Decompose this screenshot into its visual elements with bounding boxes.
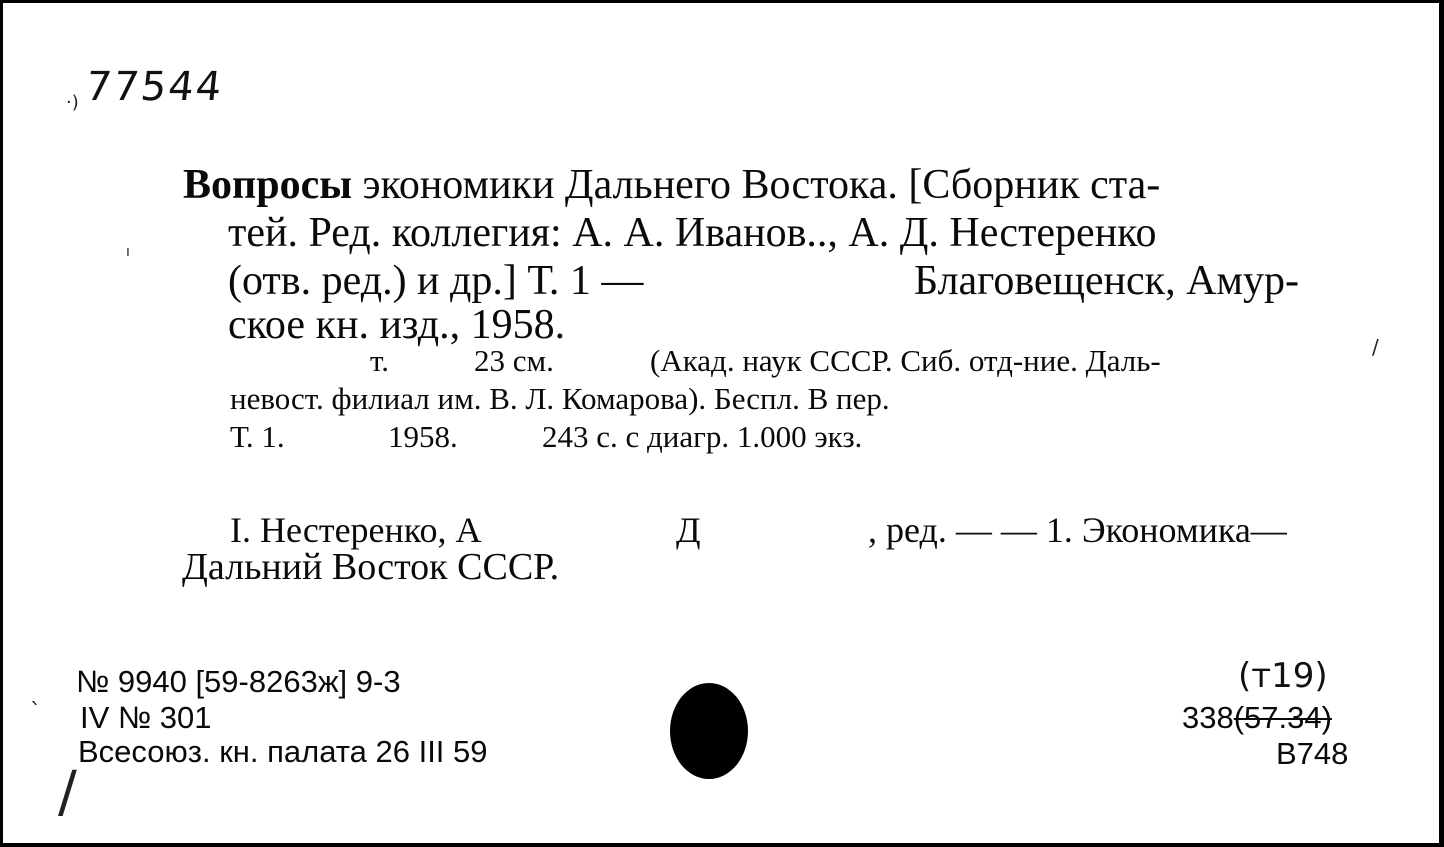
collation-pages: 243 с. с диагр. 1.000 экз.	[542, 419, 863, 454]
collation-volumes: т.	[370, 343, 389, 378]
collation-volume-label: Т. 1.	[230, 419, 285, 454]
collation-line-2: невост. филиал им. В. Л. Комарова). Беспл. В пер.	[230, 381, 890, 416]
stray-mark: ·)	[66, 92, 79, 113]
card-border-left	[0, 0, 3, 847]
description-line-1	[183, 164, 1160, 206]
classification-author-mark: В748	[1276, 736, 1349, 771]
classification-code	[1182, 702, 1332, 733]
tracing-editor-surname: I. Нестеренко, А	[230, 510, 482, 550]
classification-code-struck: (57.34)	[1233, 700, 1332, 735]
stray-mark: ı	[126, 244, 130, 260]
registration-chamber: Всесоюз. кн. палата 26 III 59	[78, 734, 488, 769]
punch-hole	[670, 683, 748, 779]
inventory-number: 77544	[83, 64, 226, 110]
description-line-3-left: (отв. ред.) и др.] Т. 1 —	[228, 258, 644, 304]
card-border-right	[1439, 0, 1444, 847]
card-border-top	[0, 0, 1444, 3]
description-line-2: тей. Ред. коллегия: А. А. Иванов.., А. Д. Нестеренко	[228, 210, 1157, 256]
tracing-subject: , ред. — — 1. Экономика—	[868, 510, 1287, 550]
classification-handwritten: (т19)	[1238, 656, 1328, 696]
stray-mark: /	[1372, 335, 1379, 359]
description-line-3-right: Благовещенск, Амур-	[914, 258, 1299, 304]
registration-number: № 9940 [59-8263ж] 9-3	[76, 664, 401, 699]
registration-series: IV № 301	[80, 700, 212, 735]
tracing-line-2: Дальний Восток СССР.	[182, 546, 560, 588]
collation-series: (Акад. наук СССР. Сиб. отд-ние. Даль-	[650, 343, 1161, 378]
stray-mark: `	[30, 700, 41, 725]
title-rest: экономики Дальнего Востока. [Сборник ста-	[352, 162, 1161, 208]
collation-volume-year: 1958.	[388, 419, 458, 454]
card-border-bottom	[0, 843, 1444, 847]
tracing-editor-initial: Д	[676, 510, 701, 550]
description-line-4: ское кн. изд., 1958.	[228, 302, 566, 348]
collation-size: 23 см.	[474, 343, 554, 378]
stray-mark: /	[58, 760, 77, 825]
classification-code-prefix: 338	[1182, 700, 1234, 735]
title-first-word: Вопросы	[183, 162, 353, 208]
